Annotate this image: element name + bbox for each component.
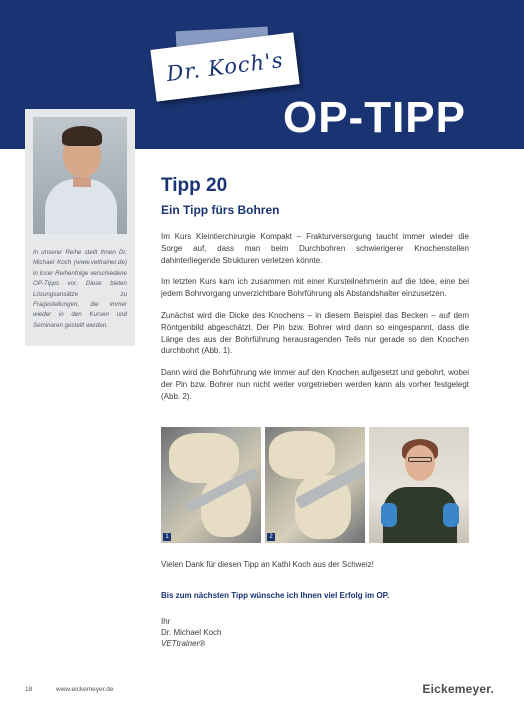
figure-1-photo [161, 427, 261, 543]
page-title: OP-TIPP [282, 93, 466, 142]
contributor-photo [369, 427, 469, 543]
tip-number: Tipp 20 [161, 175, 228, 196]
photo-strip [161, 427, 469, 543]
tip-subtitle: Ein Tipp fürs Bohren [161, 203, 280, 217]
author-sidebar [25, 109, 135, 346]
signature-block [161, 616, 221, 649]
thanks-note: Vielen Dank für diesen Tipp an Kathi Koch aus der Schweiz! [161, 560, 374, 569]
paragraph-3: Zunächst wird die Dicke des Knochens – in diesem Beispiel das Becken – auf dem Röntgenbild abgeschätzt. Der Pin bzw. Bohrer wird dann so eingespannt, dass die Länge des aus der Bohrführung herausragenden Teils nur gerade so den Knochen durchbohrt (Abb. 1). [161, 310, 469, 356]
author-name: Dr. Michael Koch [161, 628, 222, 637]
figure-1-label: 1 [163, 533, 171, 541]
brand-name: VETtrainer® [161, 639, 206, 648]
closing-word: Ihr [161, 617, 171, 626]
page-number: 18 [25, 686, 33, 693]
sidebar-intro-text: In unserer Reihe stellt Ihnen Dr. Michael Koch (www.vettrainer.de) in loser Reihenfolge verschiedene OP-Tipps vor. Diese bieten Lösungsansätze zu Fragestellungen, die immer wieder in den Kursen und Seminaren gestellt werden. [33, 249, 127, 329]
author-portrait [33, 117, 127, 234]
closing-wish: Bis zum nächsten Tipp wünsche ich Ihnen viel Erfolg im OP. [161, 591, 390, 600]
publisher-logo: Eickemeyer. [422, 682, 494, 696]
paragraph-2: Im letzten Kurs kam ich zusammen mit einer Kursteilnehmerin auf die Idee, eine bei jedem Bohrvorgang unverzichtbare Bohrführung als Abstandshalter einzusetzen. [161, 277, 469, 299]
article-body [161, 174, 469, 413]
paragraph-1: Im Kurs Kleintierchirurgie Kompakt – Frakturversorgung taucht immer wieder die Sorge auf, dass man beim Durchbohren schwierigerer Knochenstellen dahinterliegende Strukturen verletzen könnte. [161, 232, 469, 265]
figure-2-photo [265, 427, 365, 543]
signature-logo: Dr. Koch's [165, 47, 285, 87]
paragraph-4: Dann wird die Bohrführung wie immer auf den Knochen aufgesetzt und gebohrt, wobei der Pin bzw. Bohrer nun nicht weiter vorgetrieben werden kann als vorher festgelegt (Abb. 2). [161, 368, 469, 401]
figure-2-label: 2 [267, 533, 275, 541]
footer-url[interactable]: www.eickemeyer.de [56, 686, 114, 693]
